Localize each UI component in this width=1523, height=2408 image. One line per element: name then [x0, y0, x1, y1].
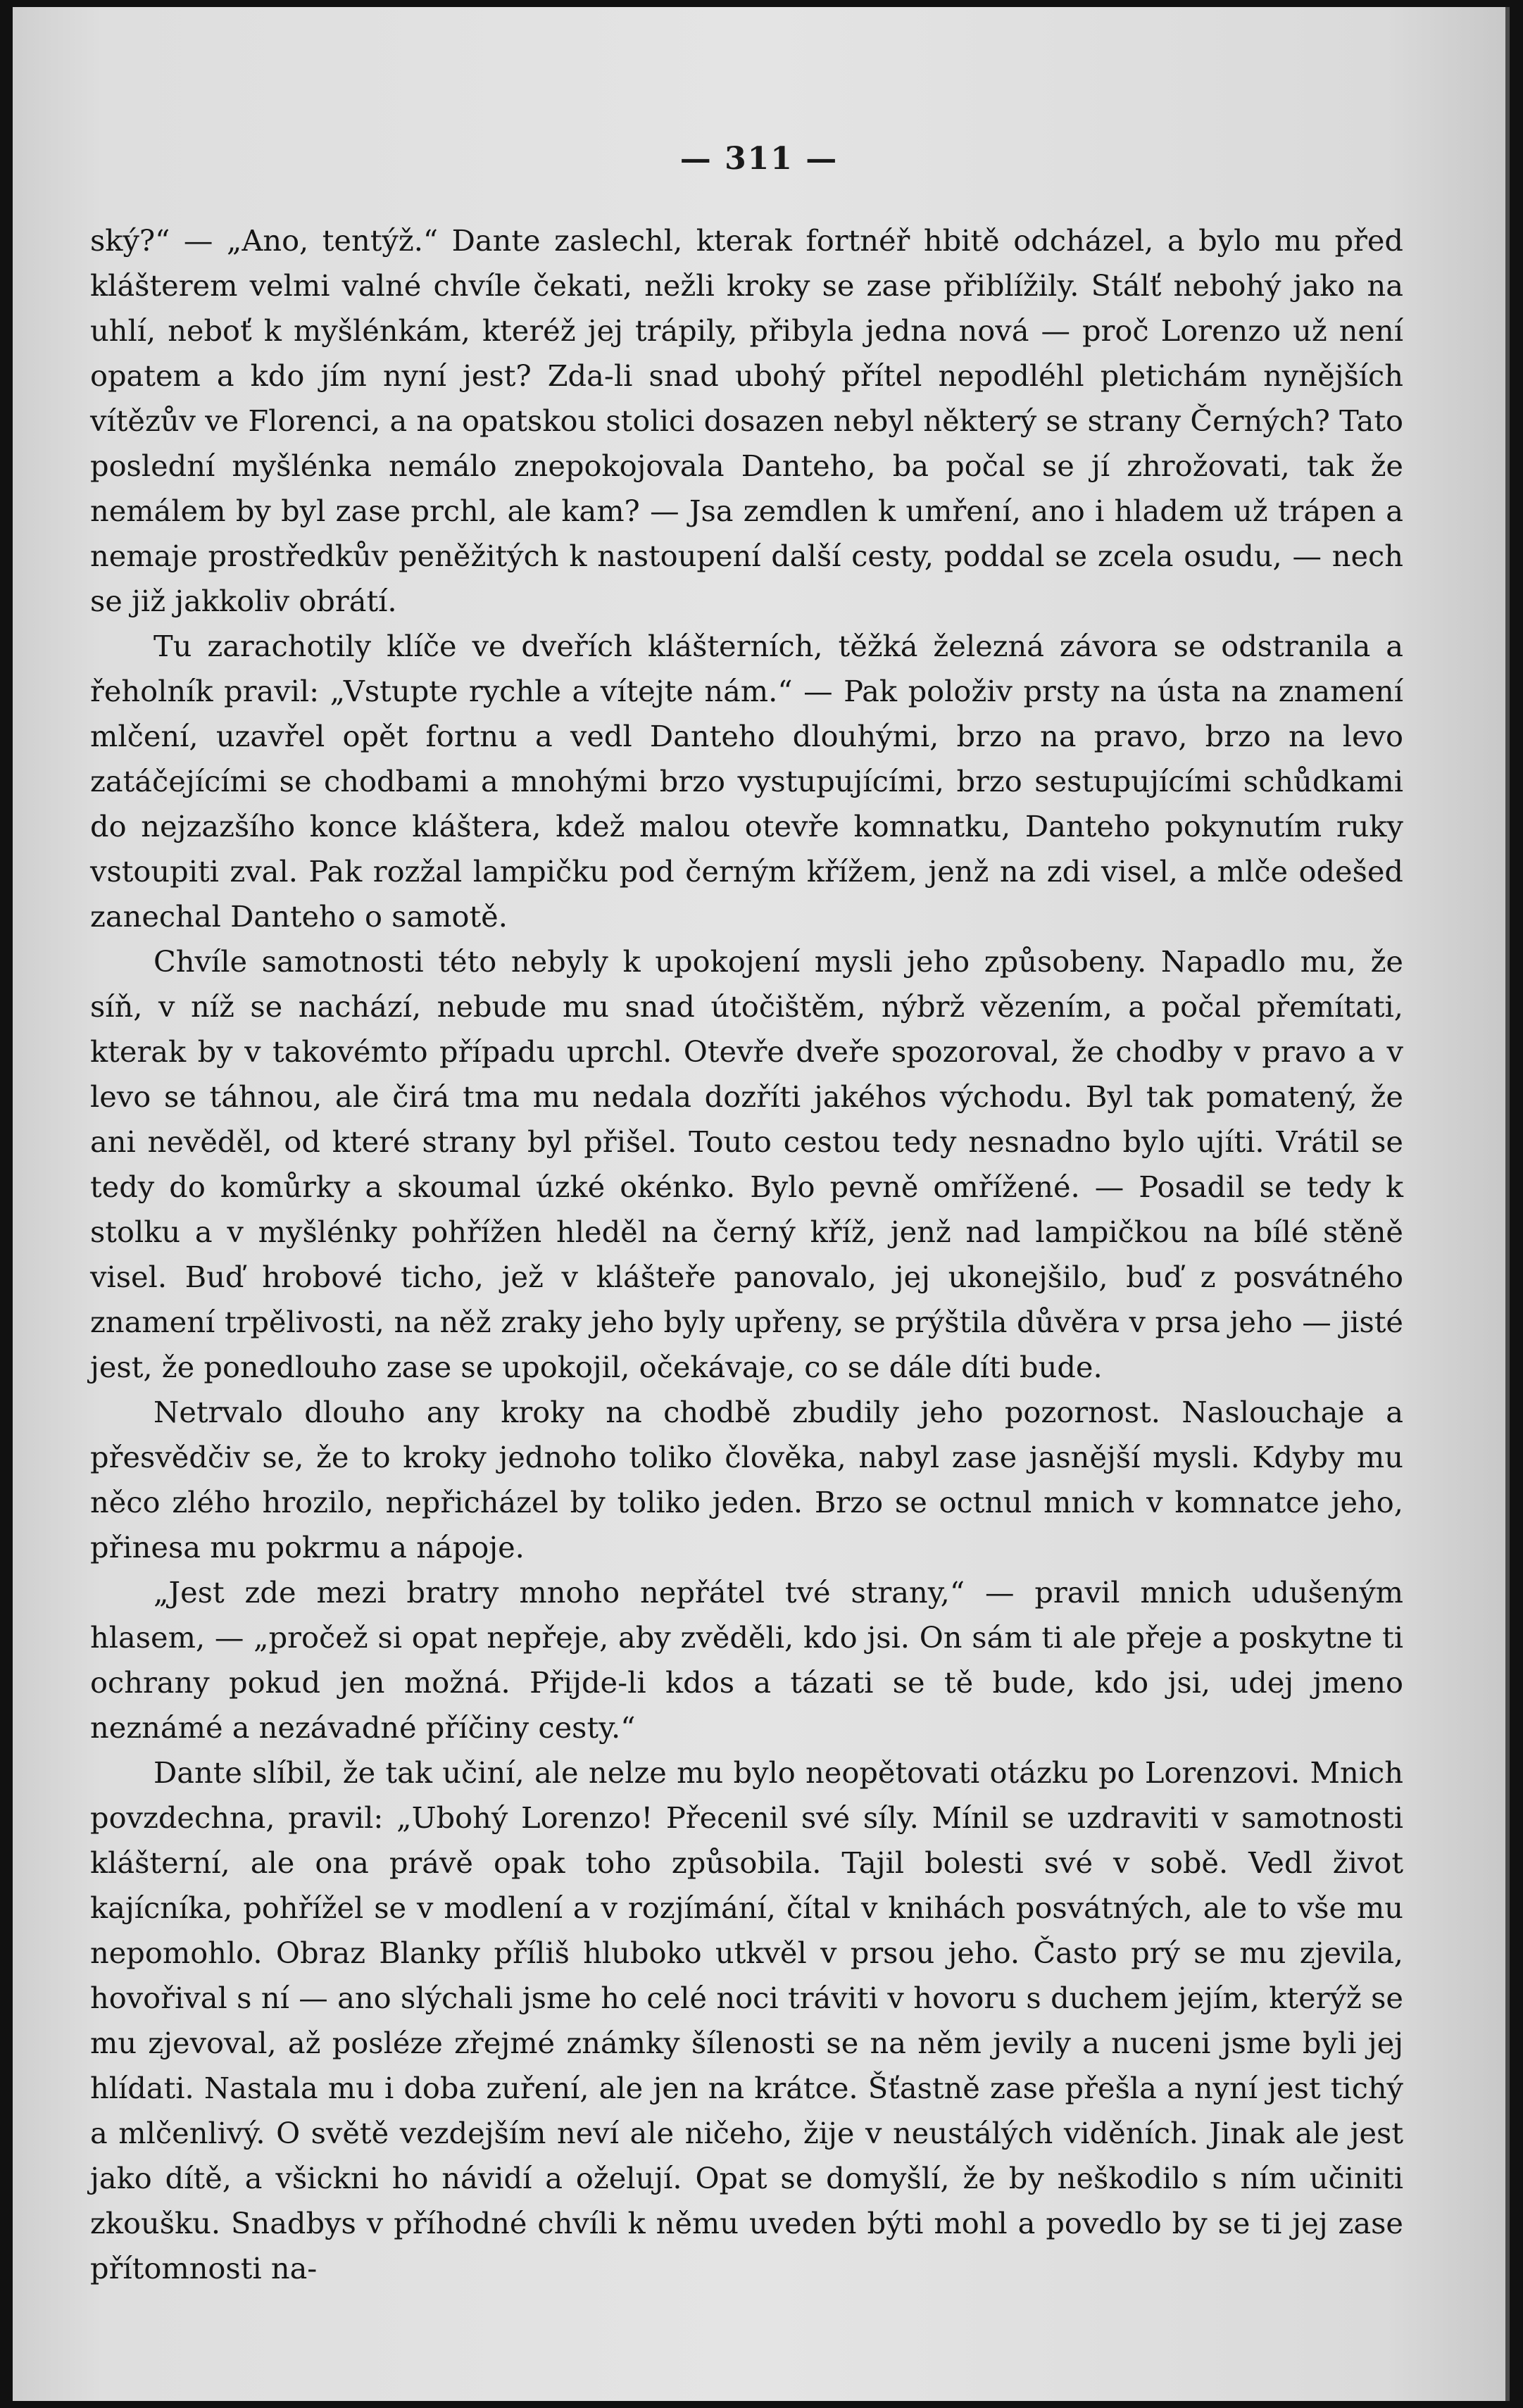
paragraph: Dante slíbil, že tak učiní, ale nelze mu bylo neopětovati otázku po Lorenzovi. Mnich povzdechna, pravil: „Ubohý Lorenzo! Přecenil své síly. Mínil se uzdraviti v samotnosti klášterní, ale ona právě opak toho způsobila. Tajil bolesti své v sobě. Vedl život kajícníka, pohřížel se v modlení a v rozjímání, čítal v knihách posvátných, ale to vše mu nepomohlo. Obraz Blanky příliš hluboko utkvěl v prsou jeho. Často prý se mu zjevila, hovořival s ní — ano slýchali jsme ho celé noci tráviti v hovoru s duchem jejím, kterýž se mu zjevoval, až posléze zřejmé známky šílenosti se na něm jevily a nuceni jsme byli jej hlídati. Nastala mu i doba zuření, ale jen na krátce. Šťastně zase přešla a nyní jest tichý a mlčenlivý. O světě vezdejším neví ale ničeho, žije v neustálých viděních. Jinak ale jest jako dítě, a všickni ho návidí a oželují. Opat se domyšlí, že by neškodilo s ním učiniti zkoušku. Snadbys v příhodné chvíli k němu uveden býti mohl a povedlo by se ti jej zase přítomnosti na-	[90, 1755, 1403, 2285]
paragraph: Tu zarachotily klíče ve dveřích klášterních, těžká železná závora se odstranila a řeholník pravil: „Vstupte rychle a vítejte nám.“ — Pak položiv prsty na ústa na znamení mlčení, uzavřel opět fortnu a vedl Danteho dlouhými, brzo na pravo, brzo na levo zatáčejícími se chodbami a mnohými brzo vystupujícími, brzo sestupujícími schůdkami do nejzazšího konce kláštera, kdež malou otevře komnatku, Danteho pokynutím ruky vstoupiti zval. Pak rozžal lampičku pod černým křížem, jenž na zdi visel, a mlče odešed zanechal Danteho o samotě.	[90, 629, 1403, 934]
page-number: — 311 —	[679, 141, 839, 177]
paragraph: Chvíle samotnosti této nebyly k upokojení mysli jeho způsobeny. Napadlo mu, že síň, v níž se nachází, nebude mu snad útočištěm, nýbrž vězením, a počal přemítati, kterak by v takovémto případu uprchl. Otevře dveře spozoroval, že chodby v pravo a v levo se táhnou, ale čirá tma mu nedala dozříti jakéhos východu. Byl tak pomatený, že ani nevěděl, od které strany byl přišel. Touto cestou tedy nesnadno bylo ujíti. Vrátil se tedy do komůrky a skoumal úzké okénko. Bylo pevně omřížené. — Posadil se tedy k stolku a v myšlénky pohřížen hleděl na černý kříž, jenž nad lampičkou na bílé stěně visel. Buď hrobové ticho, jež v klášteře panovalo, jej ukonejšilo, buď z posvátného znamení trpělivosti, na něž zraky jeho byly upřeny, se prýštila důvěra v prsa jeho — jisté jest, že ponedlouho zase se upokojil, očekávaje, co se dále díti bude.	[90, 944, 1403, 1384]
page-sheet	[13, 7, 1510, 2401]
paragraph: Netrvalo dlouho any kroky na chodbě zbudily jeho pozornost. Naslouchaje a přesvědčiv se, že to kroky jednoho toliko člověka, nabyl zase jasnější mysli. Kdyby mu něco zlého hrozilo, nepřicházel by toliko jeden. Brzo se octnul mnich v komnatce jeho, přinesa mu pokrmu a nápoje.	[90, 1395, 1403, 1564]
paragraph: „Jest zde mezi bratry mnoho nepřátel tvé strany,“ — pravil mnich udušeným hlasem, — „pročež si opat nepřeje, aby zvěděli, kdo jsi. On sám ti ale přeje a poskytne ti ochrany pokud jen možná. Přijde-li kdos a tázati se tě bude, kdo jsi, udej jmeno neznámé a nezávadné příčiny cesty.“	[90, 1575, 1403, 1745]
paragraph: ský?“ — „Ano, tentýž.“ Dante zaslechl, kterak fortnéř hbitě odcházel, a bylo mu před klášterem velmi valné chvíle čekati, nežli kroky se zase přiblížily. Stálť nebohý jako na uhlí, neboť k myšlénkám, kteréž jej trápily, přibyla jedna nová — proč Lorenzo už není opatem a kdo jím nyní jest? Zda-li snad ubohý přítel nepodléhl pletichám nynějších vítězův ve Florenci, a na opatskou stolici dosazen nebyl některý se strany Černých? Tato poslední myšlénka nemálo znepokojovala Danteho, ba počal se jí zhrožovati, tak že nemálem by byl zase prchl, ale kam? — Jsa zemdlen k umření, ano i hladem už trápen a nemaje prostředkův peněžitých k nastoupení další cesty, poddal se zcela osudu, — nech se již jakkoliv obrátí.	[90, 223, 1403, 618]
body-text	[90, 218, 1403, 2291]
